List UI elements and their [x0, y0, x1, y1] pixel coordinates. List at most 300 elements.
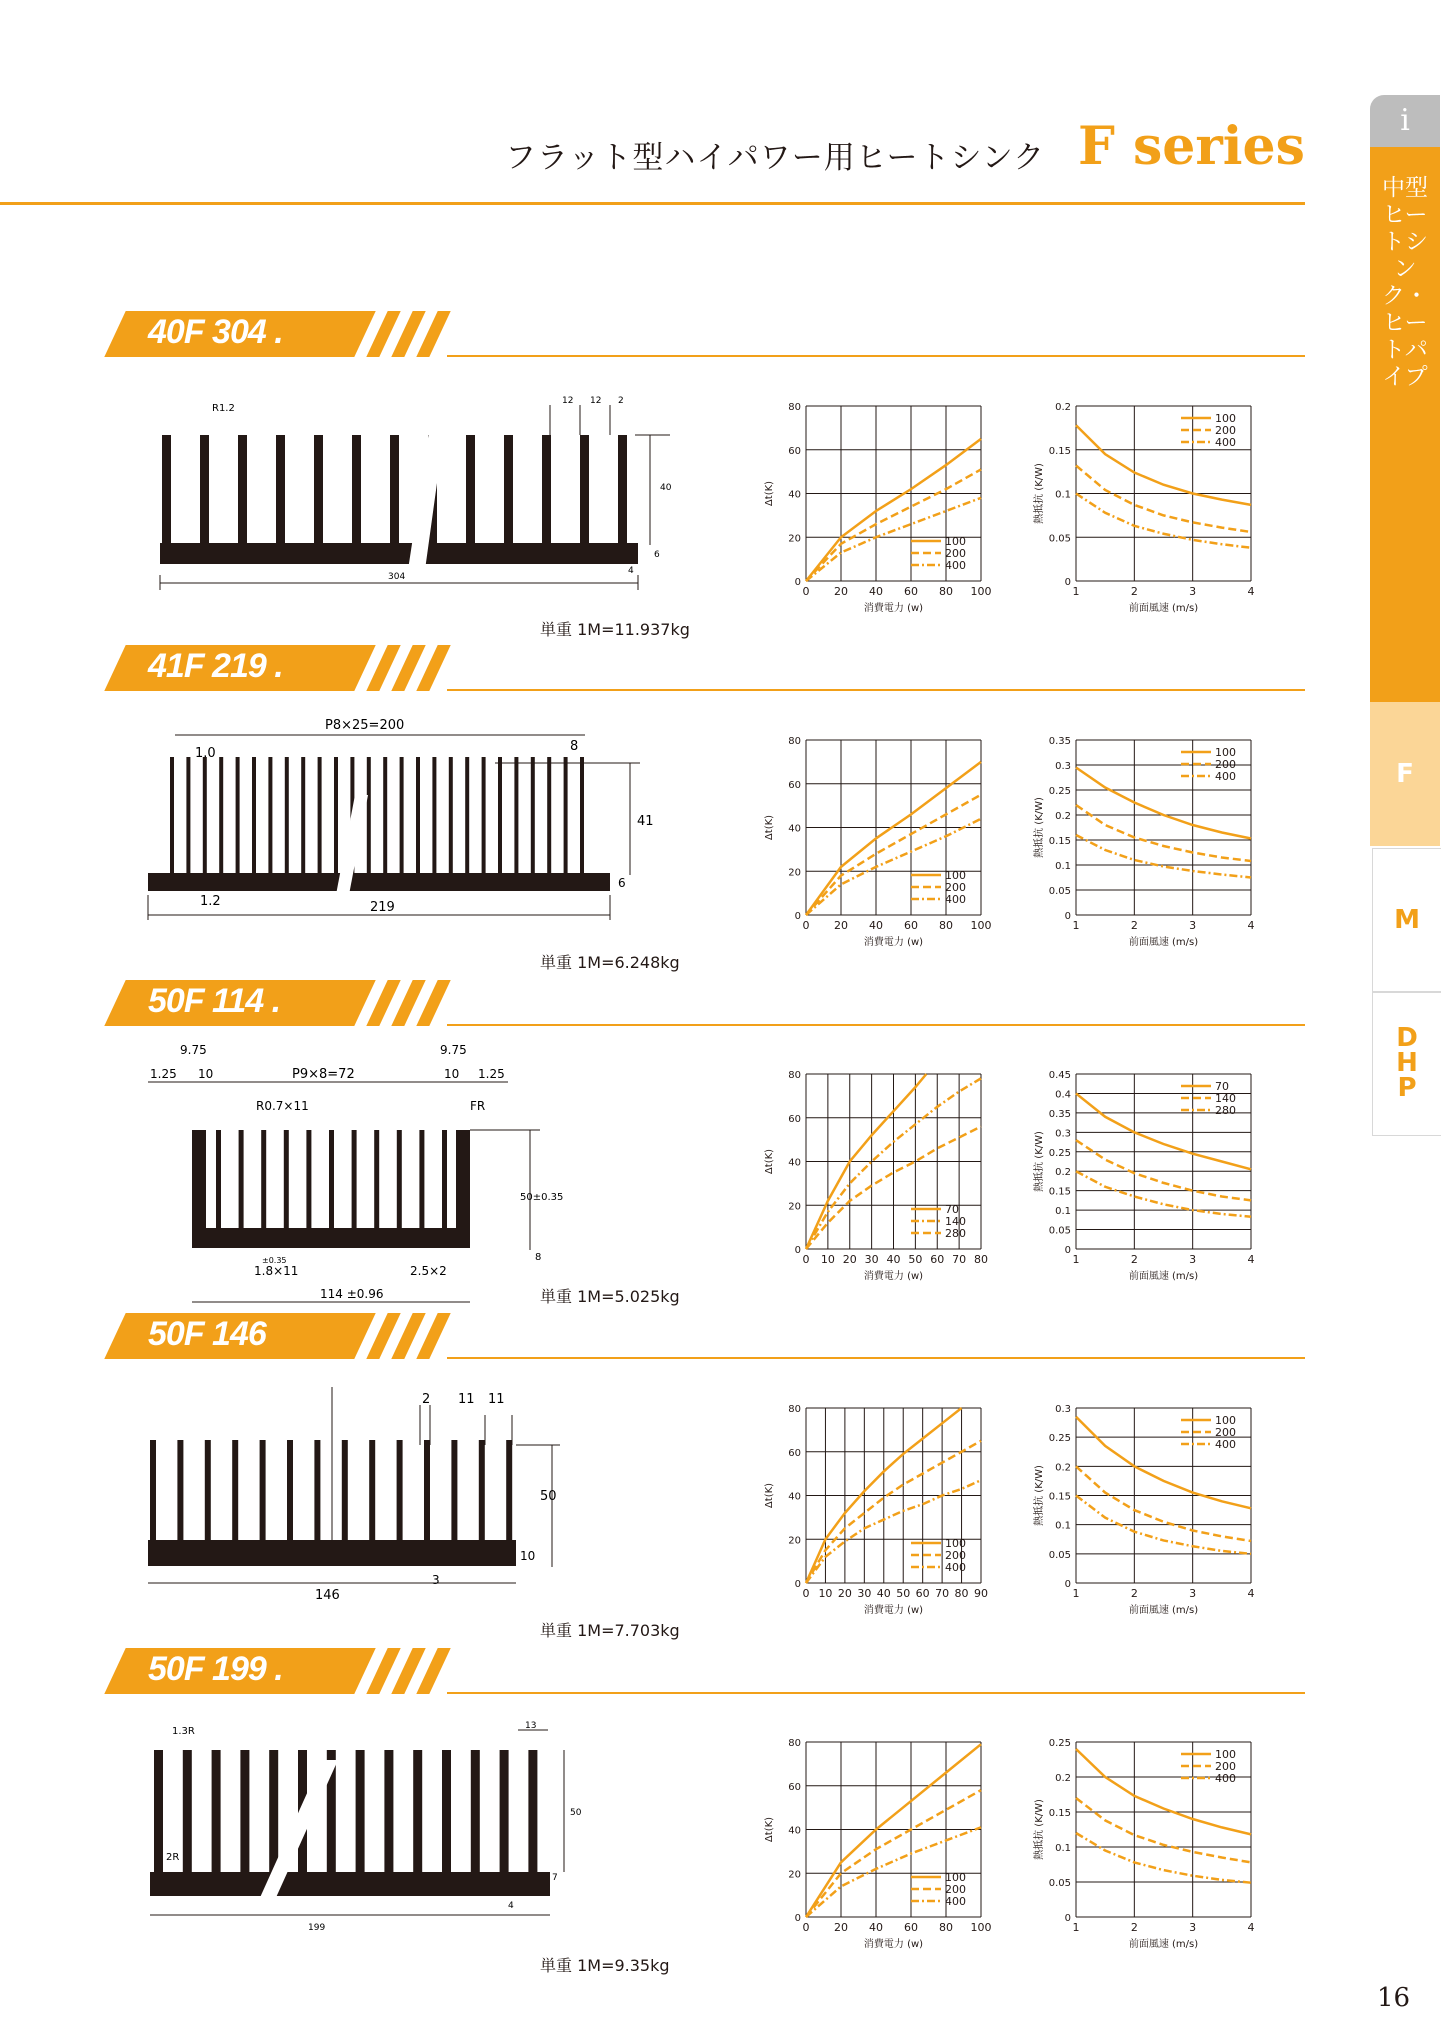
- dim-label: 11: [458, 1392, 475, 1407]
- heatsink-fin: [154, 1750, 163, 1874]
- y-tick-label: 0.05: [1048, 886, 1071, 897]
- legend-label: 100: [945, 535, 966, 548]
- dim-label: 9.75: [180, 1043, 207, 1057]
- dim-label: 6: [618, 876, 626, 890]
- y-tick-label: 60: [788, 1781, 801, 1793]
- legend-label: 400: [1215, 1438, 1236, 1451]
- side-tab-dhp-h: H: [1396, 1048, 1418, 1078]
- legend-label: 200: [945, 1883, 966, 1896]
- y-tick-label: 0: [1064, 1913, 1071, 1924]
- x-axis-label: 前面風速 (m/s): [1128, 603, 1199, 614]
- y-axis-label: 熱抵抗 (K/W): [1034, 1465, 1045, 1526]
- x-tick-label: 2: [1130, 1253, 1138, 1266]
- heatsink-drawing-50f199: [140, 1720, 580, 1935]
- legend-label: 400: [1215, 1772, 1236, 1785]
- chart-thermal-resistance-50f114: [1030, 1064, 1270, 1289]
- x-tick-label: 0: [802, 1921, 810, 1934]
- unit-weight: 単重 1M=5.025kg: [540, 1287, 680, 1306]
- y-axis-label: 熱抵抗 (K/W): [1034, 1799, 1045, 1860]
- heatsink-fin: [419, 1130, 424, 1230]
- dim-label: R0.7×11: [256, 1099, 309, 1113]
- legend-label: 400: [945, 559, 966, 572]
- side-tab-category-label: 中型ヒートシンク・ヒートパイプ: [1382, 175, 1428, 390]
- x-tick-label: 50: [896, 1587, 911, 1600]
- heatsink-fin: [177, 1440, 183, 1542]
- y-tick-label: 0.3: [1055, 1404, 1071, 1415]
- x-tick-label: 0: [802, 1253, 810, 1266]
- y-tick-label: 20: [788, 867, 801, 879]
- y-tick-label: 80: [788, 402, 801, 413]
- x-tick-label: 60: [930, 1253, 945, 1266]
- series-line-400: [1076, 494, 1251, 548]
- legend-label: 70: [1215, 1080, 1229, 1093]
- x-tick-label: 20: [837, 1587, 852, 1600]
- y-axis-label: Δt(K): [764, 480, 775, 507]
- y-tick-label: 0: [794, 1913, 801, 1924]
- y-tick-label: 0: [794, 1245, 801, 1256]
- chart-delta-t-50f199: [760, 1732, 1000, 1957]
- y-tick-label: 40: [788, 1825, 801, 1837]
- y-tick-label: 80: [788, 1404, 801, 1415]
- dim-label: 50±0.35: [520, 1192, 564, 1203]
- x-tick-label: 4: [1247, 1253, 1255, 1266]
- side-tab-info[interactable]: i: [1370, 95, 1440, 147]
- heatsink-fin: [205, 1440, 211, 1542]
- x-tick-label: 70: [952, 1253, 967, 1266]
- x-tick-label: 4: [1247, 1587, 1255, 1600]
- x-tick-label: 20: [834, 919, 848, 932]
- heatsink-fin: [239, 1130, 244, 1230]
- heatsink-fin: [580, 757, 584, 875]
- series-line-400: [1076, 835, 1251, 878]
- dim-label: 146: [315, 1588, 340, 1603]
- heatsink-fin: [506, 1440, 512, 1542]
- x-tick-label: 80: [939, 919, 953, 932]
- x-tick-label: 80: [939, 585, 953, 598]
- x-tick-label: 40: [886, 1253, 901, 1266]
- y-tick-label: 0.15: [1048, 445, 1071, 457]
- y-tick-label: 40: [788, 1157, 801, 1169]
- y-tick-label: 0.1: [1055, 1520, 1071, 1532]
- heatsink-fin: [564, 757, 568, 875]
- page-number: 16: [1377, 1983, 1411, 2013]
- series-line-200: [1076, 466, 1251, 533]
- legend-label: 200: [945, 1549, 966, 1562]
- heatsink-fin: [531, 757, 535, 875]
- y-tick-label: 20: [788, 1201, 801, 1213]
- y-tick-label: 0.4: [1055, 1089, 1071, 1101]
- y-tick-label: 0: [794, 911, 801, 922]
- y-tick-label: 0.2: [1055, 811, 1071, 822]
- x-tick-label: 1: [1072, 1253, 1080, 1266]
- legend-label: 400: [945, 1561, 966, 1574]
- x-axis-label: 消費電力 (w): [863, 1271, 924, 1282]
- dim-label: 304: [388, 572, 406, 582]
- y-tick-label: 0: [1064, 1579, 1071, 1590]
- x-tick-label: 3: [1189, 1587, 1197, 1600]
- side-tab-dhp-d: D: [1396, 1023, 1418, 1053]
- dim-label: 6: [654, 550, 660, 560]
- heatsink-fin: [397, 1440, 403, 1542]
- legend-label: 200: [1215, 758, 1236, 771]
- y-tick-label: 0: [1064, 911, 1071, 922]
- legend-label: 70: [945, 1203, 959, 1216]
- legend-label: 100: [1215, 746, 1236, 759]
- heatsink-fin: [400, 757, 404, 875]
- x-tick-label: 30: [864, 1253, 879, 1266]
- dim-label: 1.25: [478, 1067, 505, 1081]
- heatsink-fin: [342, 1440, 348, 1542]
- section-model: 40F 304 .: [148, 313, 283, 351]
- x-tick-label: 60: [904, 585, 918, 598]
- dim-label: 12: [590, 396, 602, 406]
- dim-label: 1.0: [195, 746, 216, 761]
- y-tick-label: 0: [794, 1579, 801, 1590]
- dim-label: P8×25=200: [325, 718, 405, 733]
- heatsink-fin: [186, 757, 190, 875]
- section-rule: [447, 1024, 1305, 1026]
- unit-weight: 単重 1M=6.248kg: [540, 953, 680, 972]
- heatsink-fin: [482, 757, 486, 875]
- y-axis-label: Δt(K): [764, 814, 775, 841]
- dim-label: 50: [540, 1489, 557, 1504]
- heatsink-fin: [432, 757, 436, 875]
- y-tick-label: 60: [788, 1447, 801, 1459]
- y-tick-label: 0.25: [1048, 1738, 1071, 1749]
- x-tick-label: 1: [1072, 1921, 1080, 1934]
- x-tick-label: 60: [904, 919, 918, 932]
- dim-label: 199: [308, 1923, 326, 1933]
- heatsink-fin: [547, 757, 551, 875]
- x-tick-label: 80: [974, 1253, 988, 1266]
- y-axis-label: 熱抵抗 (K/W): [1034, 463, 1045, 524]
- side-tab-m[interactable]: M: [1372, 848, 1441, 992]
- chart-delta-t-50f146: [760, 1398, 1000, 1623]
- x-tick-label: 2: [1130, 919, 1138, 932]
- x-tick-label: 2: [1130, 1587, 1138, 1600]
- y-tick-label: 0: [1064, 1245, 1071, 1256]
- heatsink-fin: [284, 1130, 289, 1230]
- y-tick-label: 40: [788, 489, 801, 501]
- heatsink-drawing-40f304: [140, 395, 700, 595]
- x-tick-label: 40: [869, 919, 883, 932]
- dim-label: 1.3R: [172, 1726, 195, 1737]
- section-model: 41F 219 .: [148, 647, 283, 685]
- y-tick-label: 0.2: [1055, 402, 1071, 413]
- heatsink-fin: [369, 1440, 375, 1542]
- y-tick-label: 80: [788, 1738, 801, 1749]
- y-tick-label: 80: [788, 1070, 801, 1081]
- y-tick-label: 0.3: [1055, 761, 1071, 772]
- x-tick-label: 0: [802, 585, 810, 598]
- heatsink-fin: [285, 757, 289, 875]
- y-tick-label: 60: [788, 779, 801, 791]
- x-axis-label: 前面風速 (m/s): [1128, 1939, 1199, 1950]
- y-tick-label: 60: [788, 445, 801, 457]
- dim-label: 41: [637, 814, 654, 829]
- x-tick-label: 100: [970, 585, 992, 598]
- x-tick-label: 100: [970, 919, 992, 932]
- dim-label: 9.75: [440, 1043, 467, 1057]
- x-tick-label: 80: [954, 1587, 969, 1600]
- heatsink-fin: [260, 1440, 266, 1542]
- y-axis-label: Δt(K): [764, 1816, 775, 1843]
- y-tick-label: 0.05: [1048, 1549, 1071, 1561]
- chart-delta-t-50f114: [760, 1064, 1000, 1289]
- section-rule: [447, 355, 1305, 357]
- heatsink-fin: [287, 1440, 293, 1542]
- x-tick-label: 40: [869, 1921, 883, 1934]
- x-tick-label: 60: [915, 1587, 930, 1600]
- heatsink-fin: [383, 757, 387, 875]
- heatsink-fin: [367, 757, 371, 875]
- unit-weight: 単重 1M=11.937kg: [540, 620, 690, 639]
- heatsink-fin: [314, 1440, 320, 1542]
- dim-label: 1.2: [200, 894, 221, 909]
- legend-label: 400: [945, 893, 966, 906]
- heatsink-fin: [318, 757, 322, 875]
- x-tick-label: 0: [802, 1587, 810, 1600]
- chart-thermal-resistance-40f304: [1030, 396, 1270, 621]
- y-axis-label: 熱抵抗 (K/W): [1034, 1131, 1045, 1192]
- y-tick-label: 0.05: [1048, 533, 1071, 545]
- legend-label: 200: [945, 881, 966, 894]
- y-tick-label: 0.1: [1055, 861, 1071, 872]
- heatsink-fin: [451, 1440, 457, 1542]
- series-line-140: [1076, 1140, 1251, 1200]
- y-tick-label: 20: [788, 1869, 801, 1881]
- x-tick-label: 20: [842, 1253, 857, 1266]
- heatsink-fin: [240, 1750, 249, 1874]
- dim-label: 4: [628, 566, 634, 576]
- x-tick-label: 2: [1130, 1921, 1138, 1934]
- unit-weight: 単重 1M=9.35kg: [540, 1956, 670, 1975]
- dim-label: 8: [535, 1252, 542, 1263]
- dim-label: 219: [370, 900, 395, 915]
- dim-label: 50: [570, 1808, 582, 1818]
- x-axis-label: 消費電力 (w): [863, 603, 924, 614]
- legend-label: 140: [1215, 1092, 1236, 1105]
- legend-label: 200: [1215, 424, 1236, 437]
- x-tick-label: 4: [1247, 919, 1255, 932]
- heatsink-fin: [465, 757, 469, 875]
- x-axis-label: 消費電力 (w): [863, 1605, 924, 1616]
- page-subtitle: フラット型ハイパワー用ヒートシンク: [505, 140, 1046, 176]
- heatsink-fin: [514, 757, 518, 875]
- dim-label: 2: [422, 1392, 431, 1407]
- y-tick-label: 0.2: [1055, 1167, 1071, 1179]
- section-rule: [447, 1692, 1305, 1694]
- y-axis-label: Δt(K): [764, 1148, 775, 1175]
- dim-label: 2: [618, 396, 624, 406]
- heatsink-fin: [442, 1750, 451, 1874]
- x-tick-label: 90: [974, 1587, 988, 1600]
- y-tick-label: 0.05: [1048, 1878, 1071, 1889]
- x-tick-label: 1: [1072, 585, 1080, 598]
- dim-label: 2R: [166, 1852, 180, 1863]
- y-tick-label: 0.35: [1048, 736, 1071, 747]
- x-tick-label: 4: [1247, 1921, 1255, 1934]
- heatsink-fin: [203, 757, 207, 875]
- heatsink-fin: [356, 1750, 365, 1874]
- y-tick-label: 60: [788, 1113, 801, 1125]
- legend-label: 400: [945, 1895, 966, 1908]
- y-tick-label: 0.35: [1048, 1108, 1071, 1120]
- chart-thermal-resistance-50f146: [1030, 1398, 1270, 1623]
- dim-label: 10: [198, 1067, 214, 1081]
- heatsink-fin: [471, 1750, 480, 1874]
- heatsink-fin: [268, 757, 272, 875]
- y-tick-label: 0.1: [1055, 489, 1071, 501]
- heatsink-fin: [183, 1750, 192, 1874]
- heatsink-fin: [212, 1750, 221, 1874]
- dim-label: 11: [488, 1392, 505, 1407]
- section-model: 50F 146: [148, 1315, 266, 1353]
- side-tab-f[interactable]: F: [1370, 702, 1440, 846]
- heatsink-fin: [352, 1130, 357, 1230]
- dim-label: ±0.35: [262, 1256, 287, 1265]
- section-model: 50F 199 .: [148, 1650, 283, 1688]
- heatsink-fin: [170, 757, 174, 875]
- heatsink-fin: [416, 757, 420, 875]
- y-axis-label: Δt(K): [764, 1482, 775, 1509]
- heatsink-fin: [216, 1130, 221, 1230]
- y-tick-label: 20: [788, 533, 801, 545]
- y-tick-label: 0.3: [1055, 1128, 1071, 1140]
- y-tick-label: 0.2: [1055, 1462, 1071, 1474]
- dim-label: 13: [525, 1721, 537, 1731]
- dim-label: R1.2: [212, 403, 235, 414]
- legend-label: 280: [1215, 1104, 1236, 1117]
- dim-label: 1.8×11: [254, 1264, 299, 1278]
- section-rule: [447, 1357, 1305, 1359]
- x-axis-label: 前面風速 (m/s): [1128, 1605, 1199, 1616]
- y-tick-label: 0: [1064, 577, 1071, 588]
- legend-label: 200: [1215, 1426, 1236, 1439]
- section-rule: [447, 689, 1305, 691]
- y-tick-label: 0.1: [1055, 1206, 1071, 1218]
- x-tick-label: 50: [908, 1253, 923, 1266]
- dim-label: FR: [470, 1099, 486, 1113]
- legend-label: 200: [1215, 1760, 1236, 1773]
- heatsink-drawing-50f146: [140, 1385, 580, 1605]
- y-tick-label: 0.25: [1048, 1433, 1071, 1445]
- dim-label: 2.5×2: [410, 1264, 447, 1278]
- legend-label: 400: [1215, 436, 1236, 449]
- legend-label: 100: [1215, 1414, 1236, 1427]
- heatsink-fin: [498, 757, 502, 875]
- legend-label: 100: [1215, 1748, 1236, 1761]
- x-tick-label: 3: [1189, 585, 1197, 598]
- heatsink-fin: [374, 1130, 379, 1230]
- heatsink-fin: [413, 1750, 422, 1874]
- y-tick-label: 0.25: [1048, 1147, 1071, 1159]
- heatsink-fin: [252, 757, 256, 875]
- dim-label: 4: [508, 1901, 514, 1911]
- heatsink-fin: [232, 1440, 238, 1542]
- legend-label: 100: [945, 869, 966, 882]
- x-tick-label: 1: [1072, 919, 1080, 932]
- heatsink-fin: [424, 1440, 430, 1542]
- x-axis-label: 前面風速 (m/s): [1128, 1271, 1199, 1282]
- heatsink-fin: [219, 757, 223, 875]
- dim-label: 10: [444, 1067, 460, 1081]
- dim-label: 8: [570, 739, 579, 754]
- chart-thermal-resistance-50f199: [1030, 1732, 1270, 1957]
- y-tick-label: 0.2: [1055, 1773, 1071, 1784]
- x-axis-label: 消費電力 (w): [863, 937, 924, 948]
- legend-label: 200: [945, 547, 966, 560]
- heatsink-fin: [269, 1750, 278, 1874]
- heatsink-fin: [500, 1750, 509, 1874]
- y-tick-label: 0.05: [1048, 1225, 1071, 1237]
- header-rule: [0, 202, 1305, 205]
- series-line-200: [1076, 1466, 1251, 1541]
- heatsink-drawing-41f219: [140, 715, 660, 925]
- x-tick-label: 0: [802, 919, 810, 932]
- heatsink-fin: [479, 1440, 485, 1542]
- heatsink-fin: [334, 757, 338, 875]
- x-tick-label: 10: [818, 1587, 833, 1600]
- y-tick-label: 0.15: [1048, 1186, 1071, 1198]
- y-tick-label: 0.15: [1048, 1491, 1071, 1503]
- section-model: 50F 114 .: [148, 982, 281, 1020]
- x-tick-label: 70: [935, 1587, 950, 1600]
- heatsink-fin: [329, 1130, 334, 1230]
- chart-delta-t-40f304: [760, 396, 1000, 621]
- x-tick-label: 4: [1247, 585, 1255, 598]
- y-tick-label: 40: [788, 1491, 801, 1503]
- heatsink-fin: [236, 757, 240, 875]
- legend-label: 100: [945, 1871, 966, 1884]
- y-tick-label: 0.45: [1048, 1070, 1071, 1081]
- heatsink-fin: [306, 1130, 311, 1230]
- chart-thermal-resistance-41f219: [1030, 730, 1270, 955]
- dim-label: 7: [552, 1873, 558, 1883]
- y-tick-label: 0: [794, 577, 801, 588]
- x-tick-label: 1: [1072, 1587, 1080, 1600]
- y-tick-label: 20: [788, 1535, 801, 1547]
- heatsink-fin: [150, 1440, 156, 1542]
- y-tick-label: 80: [788, 736, 801, 747]
- dim-label: 12: [562, 396, 574, 406]
- unit-weight: 単重 1M=7.703kg: [540, 1621, 680, 1640]
- dim-label: 114 ±0.96: [320, 1287, 384, 1301]
- heatsink-fin: [442, 1130, 447, 1230]
- x-tick-label: 20: [834, 1921, 848, 1934]
- legend-label: 100: [945, 1537, 966, 1550]
- y-tick-label: 40: [788, 823, 801, 835]
- x-tick-label: 3: [1189, 919, 1197, 932]
- chart-delta-t-41f219: [760, 730, 1000, 955]
- legend-label: 140: [945, 1215, 966, 1228]
- y-tick-label: 0.15: [1048, 836, 1071, 847]
- x-tick-label: 60: [904, 1921, 918, 1934]
- x-axis-label: 消費電力 (w): [863, 1939, 924, 1950]
- x-tick-label: 100: [970, 1921, 992, 1934]
- side-tab-dhp-p: P: [1397, 1073, 1417, 1103]
- side-tab-dhp[interactable]: [1372, 992, 1441, 1136]
- x-tick-label: 40: [876, 1587, 891, 1600]
- x-tick-label: 3: [1189, 1921, 1197, 1934]
- dim-label: P9×8=72: [292, 1067, 355, 1082]
- x-tick-label: 10: [820, 1253, 835, 1266]
- series-title: F series: [1078, 116, 1305, 177]
- heatsink-fin: [261, 1130, 266, 1230]
- heatsink-fin: [449, 757, 453, 875]
- heatsink-fin: [528, 1750, 537, 1874]
- dim-label: 40: [660, 483, 672, 493]
